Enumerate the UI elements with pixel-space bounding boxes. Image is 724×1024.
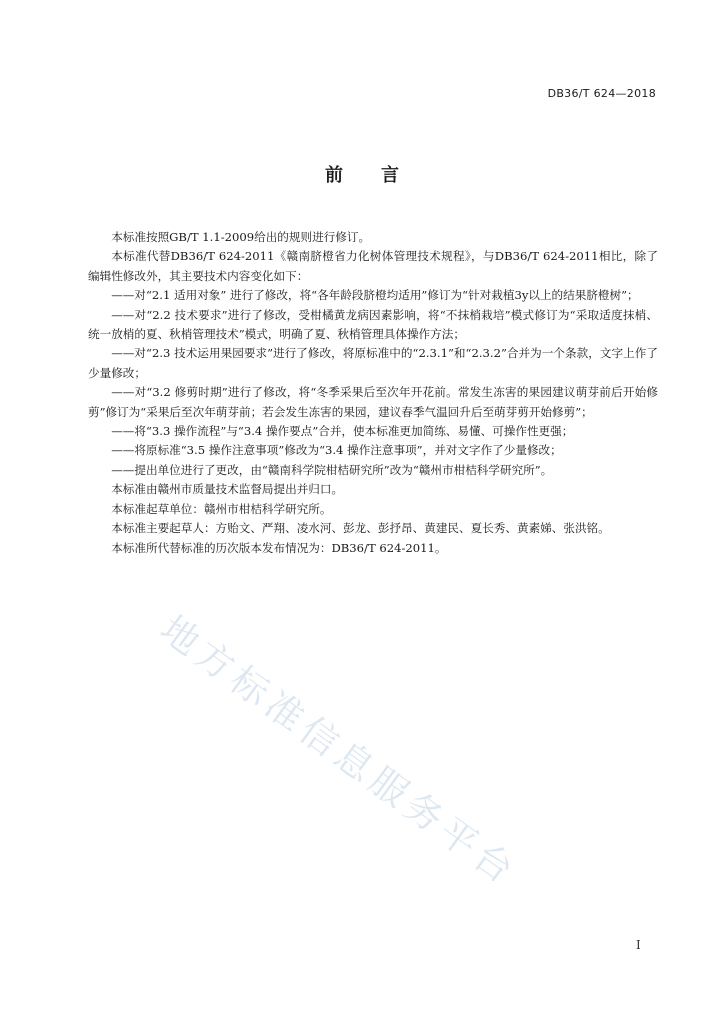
paragraph: 本标准起草单位：赣州市柑桔科学研究所。 [111, 501, 332, 516]
paragraph: ——对“3.2 修剪时期”进行了修改，将“冬季采果后至次年开花前。常发生冻害的果园建议萌芽前后开始修剪”修订为“采果后至次年萌芽前；若会发生冻害的果园，建议春季气温回升后至萌芽剪开始修剪”； [88, 385, 658, 419]
paragraph: 本标准由赣州市质量技术监督局提出并归口。 [111, 482, 344, 497]
paragraph: ——将“3.3 操作流程”与“3.4 操作要点”合并，使本标准更加简练、易懂、可操作性更强； [111, 424, 574, 439]
page-title [0, 161, 724, 187]
page-number: I [636, 938, 641, 952]
title-char-2: 言 [381, 165, 399, 186]
paragraph: ——对“2.1 适用对象” 进行了修改，将“各年龄段脐橙均适用”修订为“针对栽植3y以上的结果脐橙树”； [111, 288, 639, 303]
paragraph: ——对“2.3 技术运用果园要求”进行了修改，将原标准中的“2.3.1”和“2.3.2”合并为一个条款，文字上作了少量修改； [88, 346, 658, 380]
document-body [88, 228, 658, 558]
paragraph: 本标准代替DB36/T 624-2011《赣南脐橙省力化树体管理技术规程》，与DB36/T 624-2011相比，除了编辑性修改外，其主要技术内容变化如下： [88, 249, 658, 283]
paragraph: 本标准所代替标准的历次版本发布情况为：DB36/T 624-2011。 [111, 540, 447, 555]
paragraph: ——将原标准“3.5 操作注意事项”修改为“3.4 操作注意事项”，并对文字作了少量修改； [111, 443, 562, 458]
paragraph: 本标准按照GB/T 1.1-2009给出的规则进行修订。 [111, 230, 371, 244]
paragraph: ——对“2.2 技术要求”进行了修改，受柑橘黄龙病因素影响，将“不抹梢栽培”模式修订为“采取适度抹梢、统一放梢的夏、秋梢管理技术”模式，明确了夏、秋梢管理具体操作方法； [88, 307, 658, 342]
standard-code: DB36/T 624—2018 [547, 87, 656, 100]
watermark: 地方标准信息服务平台 [152, 607, 526, 895]
title-char-1: 前 [325, 165, 343, 186]
paragraph: 本标准主要起草人：方贻文、严翔、凌水河、彭龙、彭抒昂、黄建民、夏长秀、黄素娣、张洪铭。 [111, 521, 610, 536]
paragraph: ——提出单位进行了更改，由“赣南科学院柑桔研究所”改为“赣州市柑桔科学研究所”。 [111, 462, 553, 477]
